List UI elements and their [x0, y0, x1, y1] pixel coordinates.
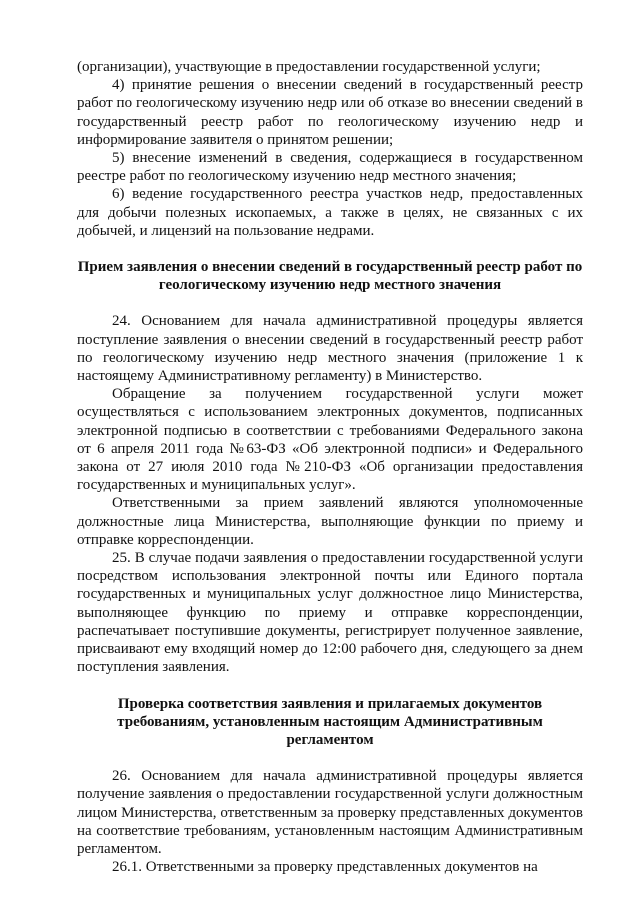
paragraph-item-5: 5) внесение изменений в сведения, содержащиеся в государственном реестре работ по геологическому изучению недр местного значения; — [77, 150, 583, 185]
section-heading-verification: Проверка соответствия заявления и прилагаемых документов требованиям, установленным настоящим Административным регламентом — [117, 695, 543, 748]
section-heading-reception: Прием заявления о внесении сведений в государственный реестр работ по геологическому изучению недр местного значения — [77, 259, 583, 294]
paragraph-item-6: 6) ведение государственного реестра участков недр, предоставленных для добычи полезных ископаемых, а также в целях, не связанных с их добычей, и лицензий на пользование недрами. — [77, 186, 583, 239]
paragraph-25: 25. В случае подачи заявления о предоставлении государственной услуги посредством использования электронной почты или Единого портала государственных и муниципальных услуг должностное лицо Министерства, выполняющее функцию по приему и отправке корреспонденции, распечатывает поступившие документы, регистрирует полученное заявление, присваивают ему входящий номер до 12:00 рабочего дня, следующего за днем поступления заявления. — [77, 550, 583, 676]
spacer — [77, 240, 583, 258]
spacer — [77, 749, 583, 767]
paragraph-electronic-documents: Обращение за получением государственной услуги может осуществляться с использованием электронных документов, подписанных электронной подписью в соответствии с требованиями Федерального закона от 6 апреля 2011 года №63-ФЗ «Об электронной подписи» и Федерального закона от 27 июля 2010 года №210-ФЗ «Об организации предоставления государственных и муниципальных услуг». — [77, 386, 583, 494]
spacer — [77, 677, 583, 695]
paragraph-26-1: 26.1. Ответственными за проверку представленных документов на — [112, 859, 538, 876]
paragraph-item-4: 4) принятие решения о внесении сведений в государственный реестр работ по геологическому изучению недр или об отказе во внесении сведений в государственный реестр работ по геологическому изучению недр и информирование заявителя о принятом решении; — [77, 77, 583, 148]
spacer — [77, 294, 583, 312]
paragraph-26: 26. Основанием для начала административной процедуры является получение заявления о предоставлении государственной услуги должностным лицом Министерства, ответственным за проверку представленных документов на соответствие требованиям, установленным настоящим Административным регламентом. — [77, 768, 583, 857]
paragraph-responsible-officials: Ответственными за прием заявлений являются уполномоченные должностные лица Министерства, выполняющие функции по приему и отправке корреспонденции. — [77, 495, 583, 548]
paragraph-24: 24. Основанием для начала административной процедуры является поступление заявления о внесении сведений в государственный реестр работ по геологическому изучению недр местного значения (приложение 1 к настоящему Административному регламенту) в Министерство. — [77, 313, 583, 385]
paragraph-organizations: (организации), участвующие в предоставлении государственной услуги; — [77, 59, 541, 75]
